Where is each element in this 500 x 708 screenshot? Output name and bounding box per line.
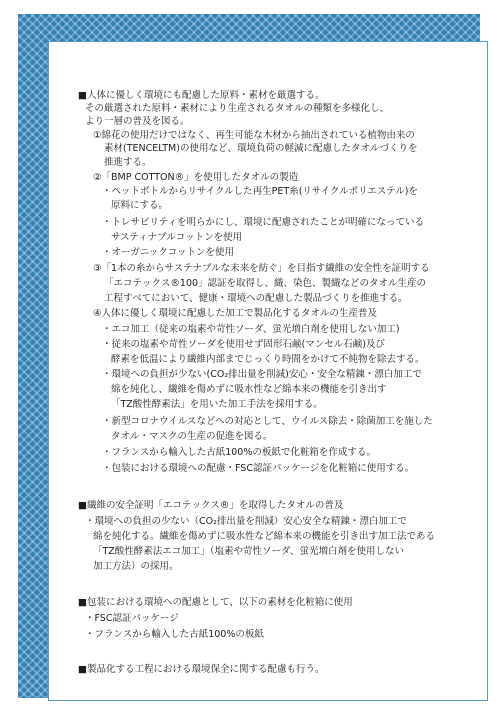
list-item-4: ④人体に優しく環境に配慮した加工で製品化するタオルの生産普及 [93,308,378,319]
bullet-item: ・フランスから輸入した古紙100%の板紙 [85,629,264,640]
text-line: 素材(TENCELTM)の使用など、環境負荷の軽減に配慮したタオルづくりを [104,143,418,154]
list-item-3: ③「1本の糸からサステナブルな未来を紡ぐ」を目指す繊維の安全性を証明する [93,263,430,274]
bullet-item: ・FSC認証パッケージ [85,613,179,624]
text-line: 加工方法）の採用。 [93,561,179,572]
content-panel [48,41,488,701]
text-line: タオル・マスクの生産の促進を図る。 [111,431,273,442]
text-line: 原料にする。 [111,200,169,211]
bullet-item: ・環境への負担の少ない（CO₂排出量を削減）安心安全な精錬・漂白加工で [85,516,407,527]
bullet-item: ・従来の塩素や苛性ソーダを使用せず固形石鹸(マンセル石鹸)及び [102,339,385,350]
text-line: 「TZ酸性酵素法エコ加工」（塩素や苛性ソーダ、蛍光増白剤を使用しない [93,546,404,557]
bullet-item: ・オーガニックコットンを使用 [102,247,235,258]
decorative-border-frame [18,14,480,698]
list-item-1: ①綿花の使用だけではなく、再生可能な木材から抽出されている植物由来の [93,130,415,141]
bullet-item: ・ペットボトルからリサイクルした再生PET糸(リサイクルポリエステル)を [102,186,418,197]
section-heading-oekotex: ■繊維の安全証明「エコテックス®」を取得したタオルの普及 [78,500,344,511]
section-heading-materials: ■人体に優しく環境にも配慮した原料・素材を厳選する。 [78,90,325,101]
text-line: サスティナブルコットンを使用 [111,232,243,243]
list-item-2: ②「BMP COTTON®」を使用したタオルの製造 [93,172,299,183]
text-line: 「エコテックス®100」認証を取得し、織、染色、製織などのタオル生産の [104,278,427,289]
text-line: 綿を純化し、繊維を傷めずに吸水性など綿本来の機能を引き出す [111,384,387,395]
text-line: その厳選された原料・素材により生産されるタオルの種類を多様化し、 [85,103,390,114]
bullet-item: ・新型コロナウイルスなどへの対応として、ウイルス除去・除菌加工を施した [102,416,433,427]
text-line: 推進する。 [104,157,152,168]
text-line: 工程すべてにおいて、健康・環境への配慮した製品づくりを推進する。 [104,293,408,304]
text-line: 綿を純化する。繊維を傷めずに吸水性など綿本来の機能を引き出す加工法である [93,531,436,542]
bullet-item: ・トレサビリティを明らかにし、環境に配慮されたことが明確になっている [102,217,425,228]
section-heading-environment: ■製品化する工程における環境保全に関する配慮も行う。 [78,664,325,675]
bullet-item: ・エコ加工（従来の塩素や苛性ソーダ、蛍光増白剤を使用しない加工) [102,324,400,335]
text-line: 酵素を低温により繊維内部までじっくり時間をかけて不純物を除去する。 [111,354,425,365]
bullet-item: ・環境への負担が少ない(CO₂排出量を削減)安心・安全な精錬・漂白加工で [102,369,422,380]
bullet-item: ・包装における環境への配慮・FSC認証パッケージを化粧箱に使用する。 [102,463,415,474]
text-line: より一層の普及を図る。 [85,116,190,127]
text-line: 「TZ酸性酵素法」を用いた加工手法を採用する。 [111,399,323,410]
bullet-item: ・フランスから輸入した古紙100%の板紙で化粧箱を作成する。 [102,447,376,458]
section-heading-packaging: ■包装における環境への配慮として、以下の素材を化粧箱に使用 [78,597,353,608]
